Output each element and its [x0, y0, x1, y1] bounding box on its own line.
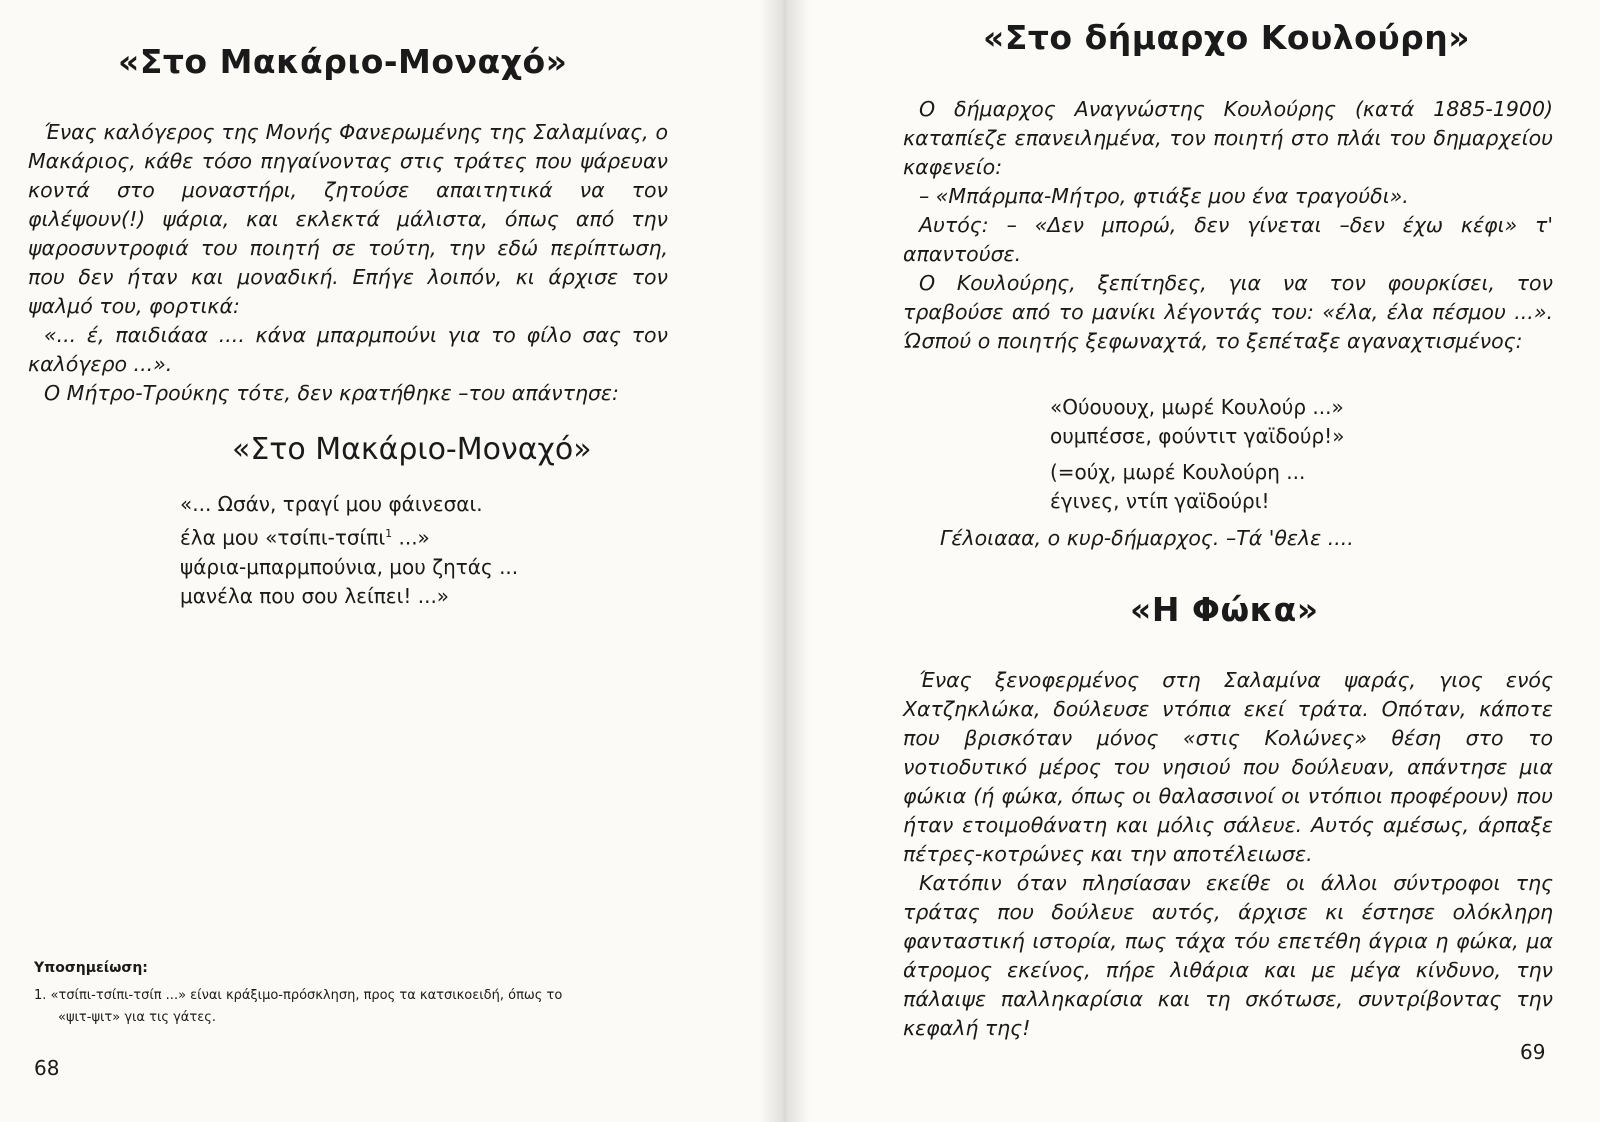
poem-title: «Στο Μακάριο-Μοναχό»: [232, 432, 592, 467]
book-gutter: [760, 0, 810, 1122]
paragraph: Ο δήμαρχος Αναγνώστης Κουλούρης (κατά 1885-1900) καταπίεζε επανειλημένα, τον ποιητή στο πλάι του δημαρχείου καφενείο:: [903, 97, 1553, 179]
poem-line: ουμπέσσε, φούντιτ γαϊδούρ!»: [1050, 424, 1345, 448]
paragraph: Κατόπιν όταν πλησίασαν εκείθε οι άλλοι σύντροφοι της τράτας που δούλευε αυτός, άρχισε κι έστησε ολόκληρη φανταστική ιστορία, πως τάχα τόυ επετέθη άγρια η φώκα, μα άτρομος εκείνος, πήρε λιθάρια και με μέγα κίνδυνο, την πάλαιψε παλληκαρίσια και τη σκότωσε, συντρίβοντας την κεφαλή της!: [903, 871, 1553, 1040]
paragraph: Ο Μήτρο-Τρούκης τότε, δεν κρατήθηκε –του απάντησε:: [44, 381, 619, 405]
page-number: 69: [1520, 1040, 1546, 1064]
paragraph: Αυτός: – «Δεν μπορώ, δεν γίνεται –δεν έχω κέφι» τ' απαντούσε.: [903, 213, 1553, 266]
paragraph: Ένας ξενοφερμένος στη Σαλαμίνα ψαράς, γιος ενός Χατζηκλώκα, δούλευσε ντόπια εκεί τράτα. Οπόταν, κάποτε που βρισκόταν μόνος «στις Κολώνες» θέση στο το νοτιοδυτικό μέρος του νησιού που δούλευαν, απάντησε μια φώκια (ή φώκα, όπως οι θαλασσινοί οι ντόπιοι προφέρουν) που ήταν ετοιμοθάνατη και μόλις σάλευε. Αυτός αμέσως, άρπαξε πέτρες-κοτρώνες και την αποτέλειωσε.: [903, 668, 1553, 866]
footnote-marker: 1: [385, 527, 393, 540]
poem-line: ψάρια-μπαρμπούνια, μου ζητάς ...: [180, 554, 519, 579]
left-page: [0, 0, 785, 1122]
paragraph: – «Μπάρμπα-Μήτρο, φτιάξε μου ένα τραγούδι».: [919, 184, 1409, 208]
poem-line-text: έλα μου «τσίπι-τσίπι: [180, 525, 386, 550]
poem-line: «Ούουουχ, μωρέ Κουλούρ ...»: [1050, 395, 1344, 419]
translation-line: (=ούχ, μωρέ Κουλούρη ...: [1050, 460, 1306, 484]
right-prose: [903, 95, 1553, 356]
right-page: [785, 0, 1600, 1122]
left-page-title: «Στο Μακάριο-Μοναχό»: [118, 42, 568, 81]
left-prose: [28, 118, 668, 408]
left-poem: [180, 490, 518, 611]
paragraph: «... έ, παιδιάαα .... κάνα μπαρμπούνι για το φίλο σας τον καλόγερο ...».: [28, 323, 668, 376]
footnote: [34, 985, 734, 1029]
paragraph: Ο Κουλούρης, ξεπίτηδες, για να τον φουρκίσει, τον τραβούσε από το μανίκι λέγοντάς του: «έλα, έλα πέσμου ...». Ώσπού ο ποιητής ξεφωναχτά, το ξεπέταξε αγαναχτισμένος:: [903, 271, 1553, 353]
poem-line-text: ...»: [392, 525, 430, 550]
closing-line: Γέλοιααα, ο κυρ-δήμαρχος. –Τά 'θελε ....: [940, 526, 1354, 550]
poem-line: μανέλα που σου λείπει! ...»: [180, 583, 450, 608]
poem-line: [180, 519, 518, 553]
page-number: 68: [34, 1056, 60, 1080]
translation: [1050, 458, 1305, 516]
footnote-line: 1. «τσίπι-τσίπι-τσίπ ...» είναι κράξιμο-πρόσκληση, προς τα κατσικοειδή, όπως το: [34, 988, 563, 1003]
story-prose: [903, 666, 1553, 1043]
footnote-line: «ψιτ-ψιτ» για τις γάτες.: [58, 1010, 216, 1025]
translation-line: έγινες, ντίπ γαϊδούρι!: [1050, 489, 1270, 513]
section-title: «Η Φώκα»: [1130, 590, 1319, 629]
poem-line: «... Ωσάν, τραγί μου φάινεσαι.: [180, 492, 483, 516]
footnote-heading: Υποσημείωση:: [34, 960, 148, 976]
paragraph: Ένας καλόγερος της Μονής Φανερωμένης της Σαλαμίνας, ο Μακάριος, κάθε τόσο πηγαίνοντας στις τράτες που ψάρευαν κοντά στο μοναστήρι, ζητούσε απαιτητικά να τον φιλέψουν(!) ψάρια, και εκλεκτά μάλιστα, όπως από την ψαροσυντροφιά του ποιητή σε τούτη, την εδώ περίπτωση, που δεν ήταν και μοναδική. Επήγε λοιπόν, κι άρχισε τον ψαλμό του, φορτικά:: [28, 120, 668, 318]
right-poem: [1050, 393, 1344, 451]
right-page-title: «Στο δήμαρχο Κουλούρη»: [983, 18, 1471, 57]
